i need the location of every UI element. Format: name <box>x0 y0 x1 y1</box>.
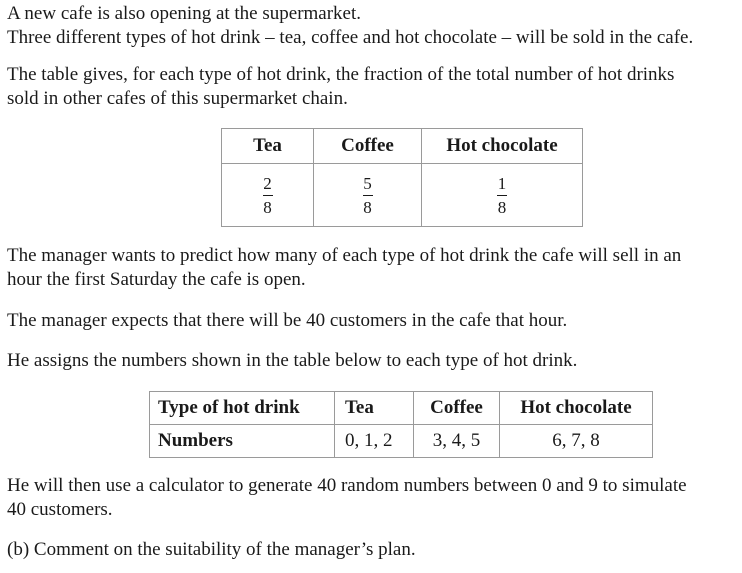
fraction-header-tea: Tea <box>222 129 314 164</box>
fraction-bar <box>363 195 373 196</box>
numbers-table <box>149 391 653 458</box>
numbers-value-coffee: 3, 4, 5 <box>414 425 500 458</box>
intro-line-2: Three different types of hot drink – tea, coffee and hot chocolate – will be sold in the cafe. <box>7 27 694 48</box>
paragraph-1-line-2: sold in other cafes of this supermarket chain. <box>7 88 348 109</box>
paragraph-2-line-1: The manager wants to predict how many of each type of hot drink the cafe will sell in an <box>7 245 682 266</box>
fraction-header-coffee: Coffee <box>314 129 422 164</box>
question-b: (b) Comment on the suitability of the manager’s plan. <box>7 539 416 560</box>
numbers-table-type-row <box>150 392 653 425</box>
numbers-value-hot-chocolate: 6, 7, 8 <box>500 425 653 458</box>
numbers-header-hot-chocolate: Hot chocolate <box>500 392 653 425</box>
fraction-cell-coffee <box>314 164 422 227</box>
fraction-cell-hot-chocolate <box>422 164 583 227</box>
fraction-tea <box>263 174 273 217</box>
numbers-row-label-type: Type of hot drink <box>150 392 335 425</box>
fraction-table <box>221 128 583 227</box>
paragraph-5 <box>7 474 739 522</box>
paragraph-5-line-2: 40 customers. <box>7 499 113 520</box>
numbers-table-values-row <box>150 425 653 458</box>
fraction-coffee-denominator: 8 <box>363 198 372 217</box>
fraction-bar <box>263 195 273 196</box>
intro-text <box>7 2 739 50</box>
numbers-value-tea: 0, 1, 2 <box>335 425 414 458</box>
paragraph-3: The manager expects that there will be 40 customers in the cafe that hour. <box>7 310 568 331</box>
fraction-table-header-row <box>222 129 583 164</box>
fraction-hot-chocolate-denominator: 8 <box>497 198 507 217</box>
fraction-hot-chocolate-numerator: 1 <box>497 174 507 193</box>
paragraph-1-line-1: The table gives, for each type of hot drink, the fraction of the total number of hot drinks <box>7 64 675 85</box>
paragraph-5-line-1: He will then use a calculator to generate 40 random numbers between 0 and 9 to simulate <box>7 475 687 496</box>
fraction-coffee <box>363 174 373 217</box>
fraction-tea-denominator: 8 <box>263 198 272 217</box>
paragraph-1 <box>7 63 739 111</box>
numbers-header-tea: Tea <box>335 392 414 425</box>
paragraph-2 <box>7 244 739 292</box>
numbers-header-coffee: Coffee <box>414 392 500 425</box>
fraction-hot-chocolate <box>497 174 507 217</box>
numbers-row-label-numbers: Numbers <box>150 425 335 458</box>
intro-line-1: A new cafe is also opening at the supermarket. <box>7 3 362 24</box>
paragraph-2-line-2: hour the first Saturday the cafe is open. <box>7 269 306 290</box>
paragraph-4: He assigns the numbers shown in the table below to each type of hot drink. <box>7 350 578 371</box>
fraction-table-value-row <box>222 164 583 227</box>
fraction-bar <box>497 195 507 196</box>
fraction-tea-numerator: 2 <box>263 174 272 193</box>
fraction-cell-tea <box>222 164 314 227</box>
fraction-coffee-numerator: 5 <box>363 174 372 193</box>
fraction-header-hot-chocolate: Hot chocolate <box>422 129 583 164</box>
